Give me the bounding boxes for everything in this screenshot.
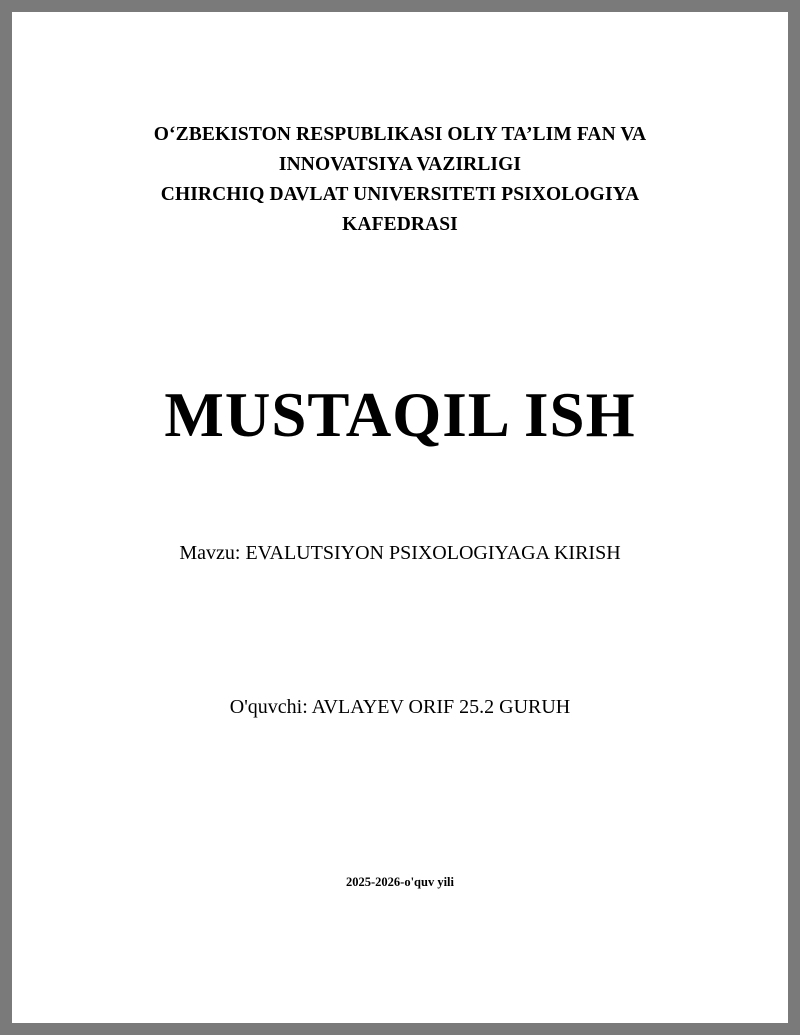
academic-year-line: 2025-2026-o'quv yili xyxy=(346,875,454,889)
institution-header-line-4: KAFEDRASI xyxy=(342,214,458,235)
institution-header-line-2: INNOVATSIYA VAZIRLIGI xyxy=(278,154,522,175)
subject-line: Mavzu: EVALUTSIYON PSIXOLOGIYAGA KIRISH xyxy=(179,542,621,564)
document-title: MUSTAQIL ISH xyxy=(164,380,636,450)
page-content xyxy=(12,12,788,1023)
document-page xyxy=(12,12,788,1023)
institution-header-line-3: CHIRCHIQ DAVLAT UNIVERSITETI PSIXOLOGIYA xyxy=(160,184,640,205)
institution-header-line-1: O‘ZBEKISTON RESPUBLIKASI OLIY TA’LIM FAN VA xyxy=(153,124,647,145)
student-line: O'quvchi: AVLAYEV ORIF 25.2 GURUH xyxy=(229,696,571,718)
institution-header xyxy=(82,120,718,240)
